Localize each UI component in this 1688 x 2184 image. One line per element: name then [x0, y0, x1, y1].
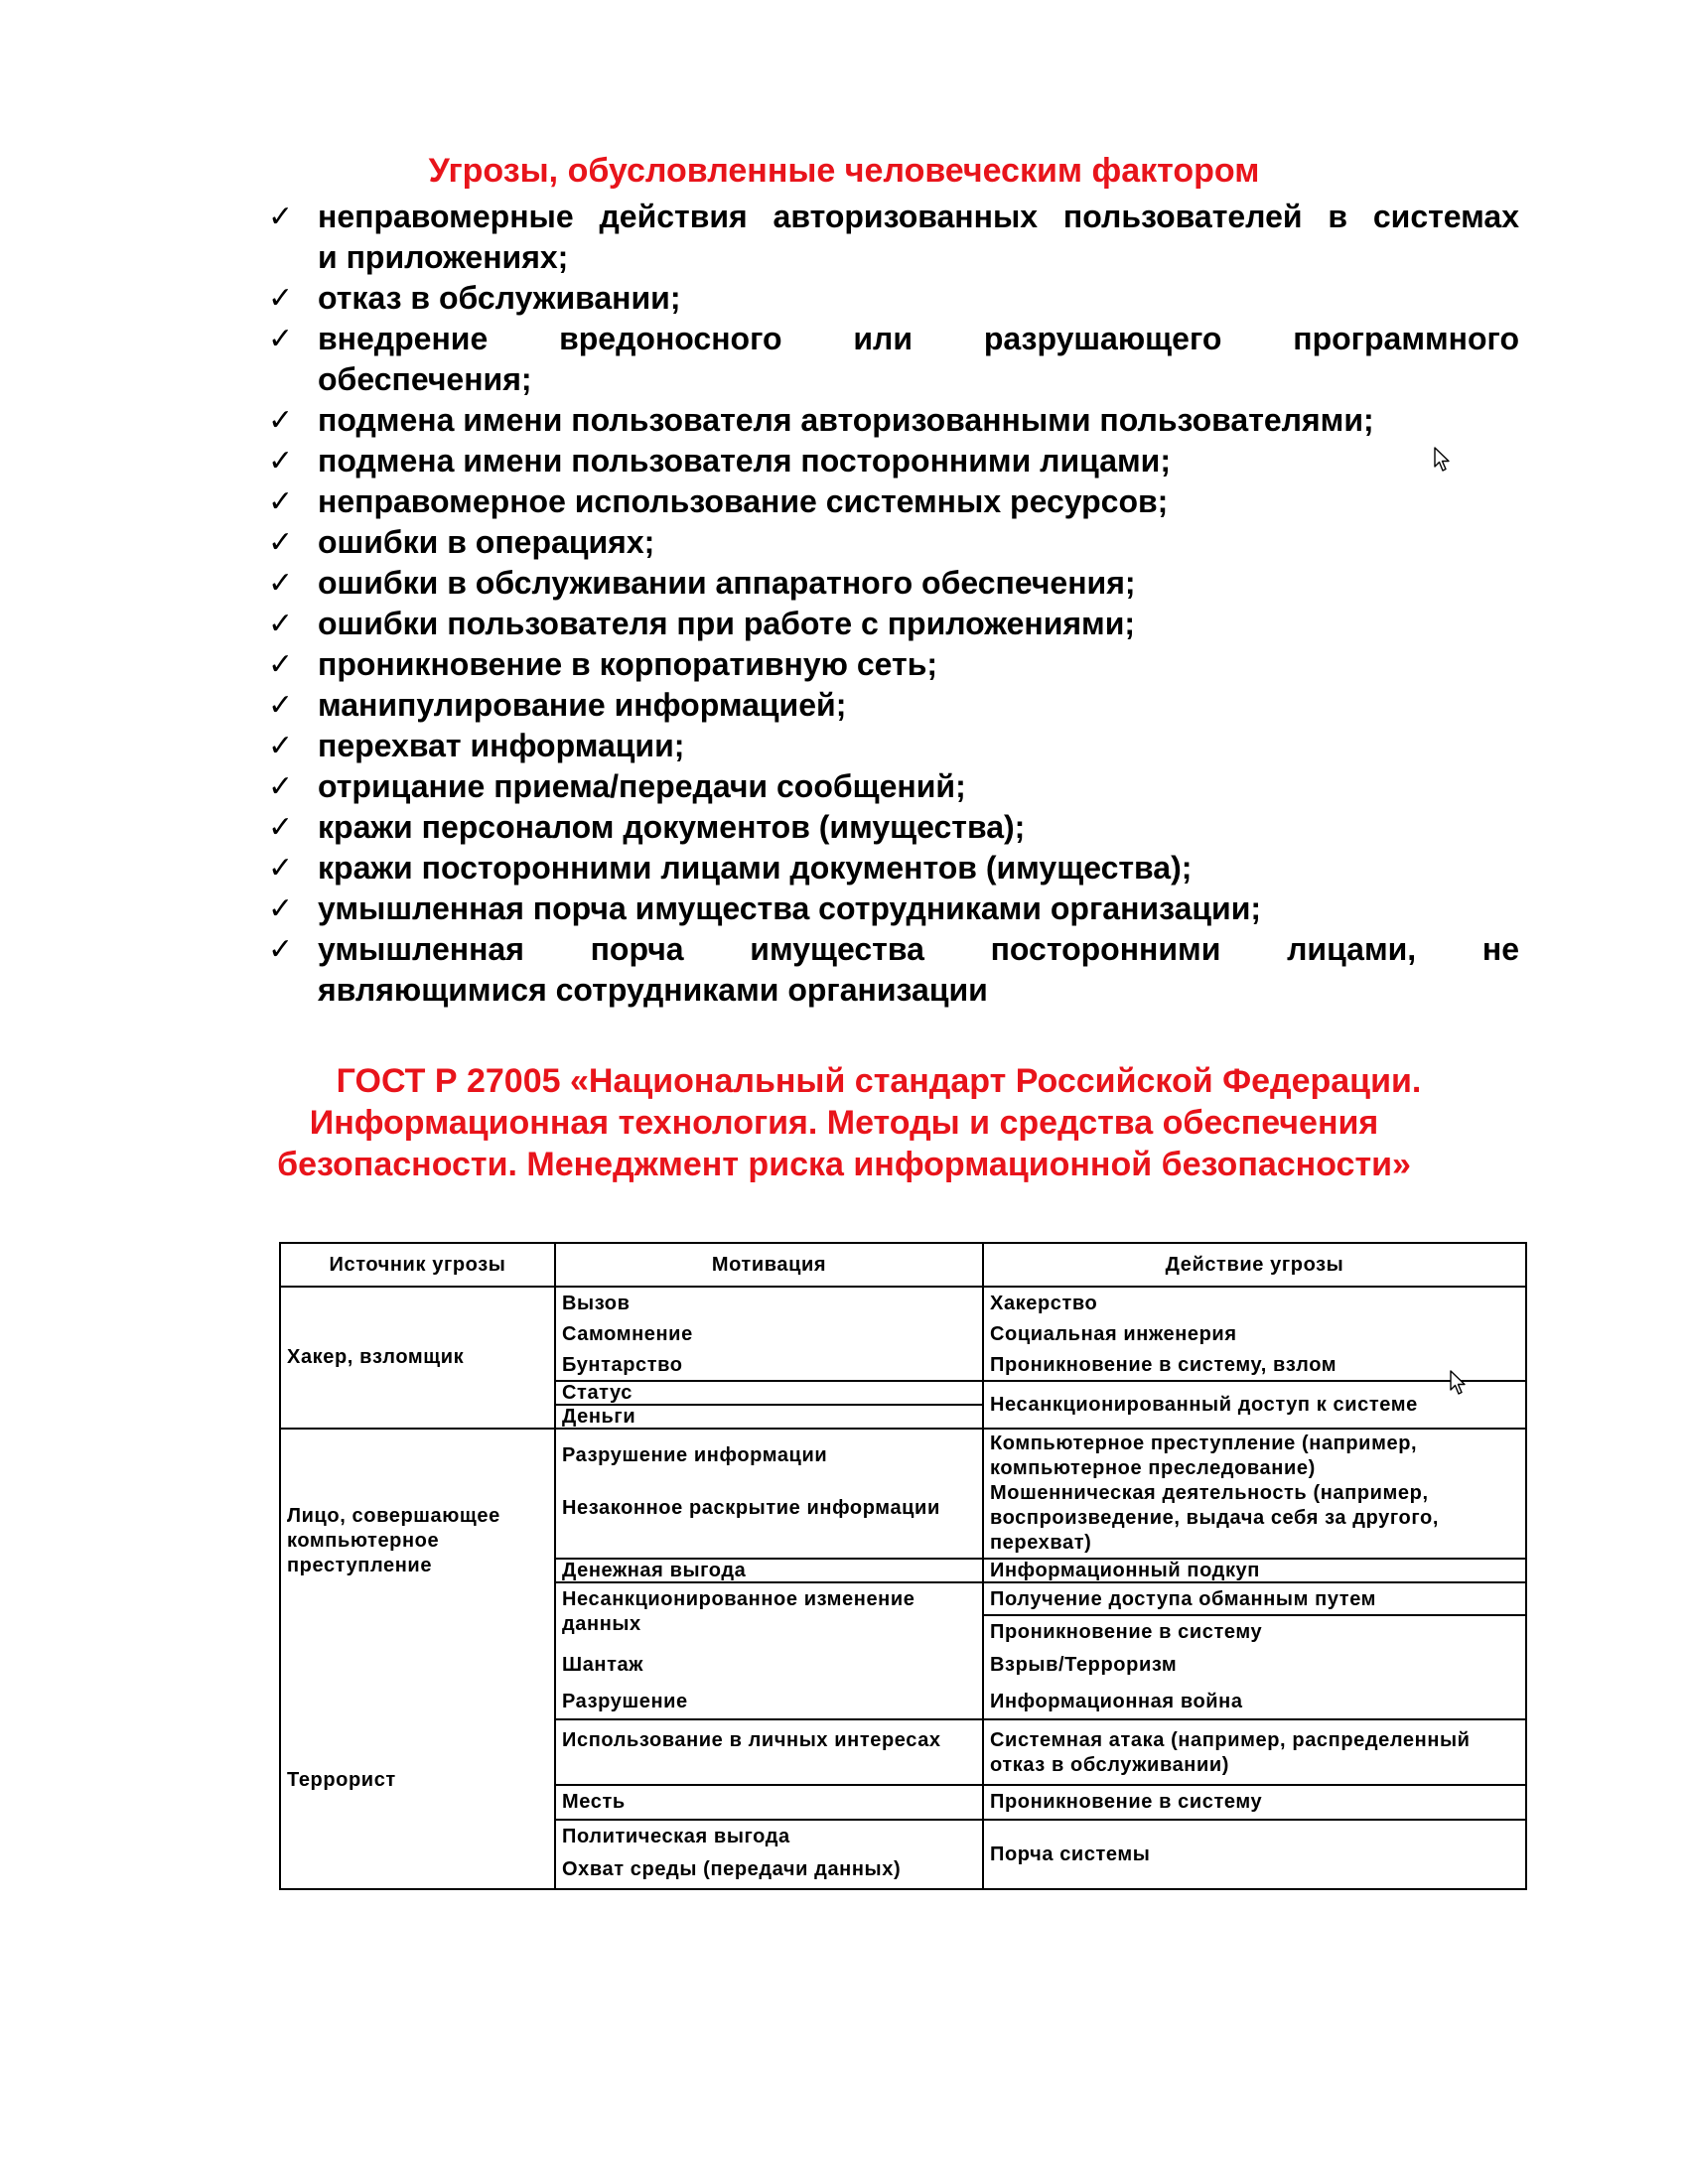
- motivation-cell: Политическая выгода Охват среды (передачи данных): [555, 1820, 983, 1889]
- checkmark-icon: ✓: [268, 201, 294, 233]
- action-cell: Порча системы: [983, 1820, 1526, 1889]
- checkmark-icon: ✓: [268, 730, 294, 762]
- checkmark-icon: ✓: [268, 323, 294, 355]
- motivation-cell: Статус: [555, 1381, 983, 1405]
- action-cell: Компьютерное преступление (например, компьютерное преследование) Мошенническая деятельность (например, воспроизведение, выдача себя за другого, перехват): [983, 1429, 1526, 1559]
- header-threat-source: Источник угрозы: [280, 1243, 555, 1287]
- checkmark-icon: ✓: [268, 770, 294, 803]
- list-item: ✓ манипулирование информацией;: [268, 685, 1519, 726]
- threat-source-table: [279, 1242, 1527, 1890]
- list-item: ✓ кражи посторонними лицами документов (имущества);: [268, 848, 1519, 888]
- checkmark-icon: ✓: [268, 811, 294, 844]
- motivation-cell: Шантаж Разрушение: [555, 1647, 983, 1719]
- motivation-cell: Несанкционированное изменение данных: [555, 1582, 983, 1647]
- action-cell: Взрыв/Терроризм Информационная война: [983, 1647, 1526, 1719]
- header-motivation: Мотивация: [555, 1243, 983, 1287]
- list-item: ✓ неправомерные действия авторизованных пользователей в системах и приложениях;: [268, 199, 1519, 275]
- motivation-cell: Денежная выгода: [555, 1559, 983, 1582]
- motivation-cell: Деньги: [555, 1405, 983, 1429]
- source-criminal: Лицо, совершающее компьютерное преступление: [280, 1429, 555, 1615]
- list-item: ✓ умышленная порча имущества посторонними лицами, не являющимися сотрудниками организации: [268, 931, 1519, 1008]
- list-item: ✓ внедрение вредоносного или разрушающего программного обеспечения;: [268, 321, 1519, 397]
- checkmark-icon: ✓: [268, 567, 294, 600]
- checkmark-icon: ✓: [268, 689, 294, 722]
- header-threat-action: Действие угрозы: [983, 1243, 1526, 1287]
- checkmark-icon: ✓: [268, 892, 294, 925]
- list-item: ✓ ошибки пользователя при работе с приложениями;: [268, 604, 1519, 644]
- action-cell: Проникновение в систему: [983, 1785, 1526, 1820]
- motivation-cell: Месть: [555, 1785, 983, 1820]
- action-cell: Проникновение в систему: [983, 1615, 1526, 1647]
- checkmark-icon: ✓: [268, 404, 294, 437]
- mouse-pointer-icon: [1434, 447, 1452, 473]
- section-title-human-factor: Угрозы, обусловленные человеческим фактором: [428, 152, 1260, 190]
- source-terrorist: Террорист: [280, 1615, 555, 1889]
- list-item: ✓ ошибки в обслуживании аппаратного обеспечения;: [268, 563, 1519, 604]
- gost-title-line: безопасности. Менеджмент риска информационной безопасности»: [277, 1146, 1411, 1183]
- list-item: ✓ проникновение в корпоративную сеть;: [268, 644, 1519, 685]
- threat-checklist: [268, 197, 1519, 1011]
- checkmark-icon: ✓: [268, 485, 294, 518]
- gost-title-line: Информационная технология. Методы и средства обеспечения: [309, 1104, 1379, 1142]
- source-hacker: Хакер, взломщик: [280, 1287, 555, 1429]
- checkmark-icon: ✓: [268, 526, 294, 559]
- list-item: ✓ отрицание приема/передачи сообщений;: [268, 766, 1519, 807]
- action-cell: Системная атака (например, распределенный отказ в обслуживании): [983, 1719, 1526, 1785]
- list-item: ✓ кражи персоналом документов (имущества);: [268, 807, 1519, 848]
- action-cell: Несанкционированный доступ к системе: [983, 1381, 1526, 1429]
- list-item: ✓ отказ в обслуживании;: [268, 278, 1519, 319]
- checkmark-icon: ✓: [268, 933, 294, 966]
- list-item: ✓ подмена имени пользователя посторонними лицами;: [268, 441, 1519, 481]
- list-item: ✓ подмена имени пользователя авторизованными пользователями;: [268, 400, 1519, 441]
- table-row: [280, 1429, 1526, 1559]
- checkmark-icon: ✓: [268, 282, 294, 315]
- action-cell: Информационный подкуп: [983, 1559, 1526, 1582]
- action-cell: Хакерство Социальная инженерия Проникновение в систему, взлом: [983, 1287, 1526, 1381]
- motivation-cell: Использование в личных интересах: [555, 1719, 983, 1785]
- list-item: ✓ перехват информации;: [268, 726, 1519, 766]
- gost-title-line: ГОСТ Р 27005 «Национальный стандарт Российской Федерации.: [336, 1062, 1422, 1100]
- motivation-cell: Вызов Самомнение Бунтарство: [555, 1287, 983, 1381]
- table-row: [280, 1287, 1526, 1381]
- list-item: ✓ ошибки в операциях;: [268, 522, 1519, 563]
- checkmark-icon: ✓: [268, 445, 294, 478]
- checkmark-icon: ✓: [268, 608, 294, 640]
- list-item: ✓ умышленная порча имущества сотрудниками организации;: [268, 888, 1519, 929]
- mouse-pointer-icon: [1450, 1370, 1468, 1396]
- table-header-row: [280, 1243, 1526, 1287]
- list-item: ✓ неправомерное использование системных ресурсов;: [268, 481, 1519, 522]
- motivation-cell: Разрушение информации Незаконное раскрытие информации: [555, 1429, 983, 1559]
- section-title-gost: [0, 1060, 1688, 1185]
- checkmark-icon: ✓: [268, 648, 294, 681]
- action-cell: Получение доступа обманным путем: [983, 1582, 1526, 1615]
- checkmark-icon: ✓: [268, 852, 294, 885]
